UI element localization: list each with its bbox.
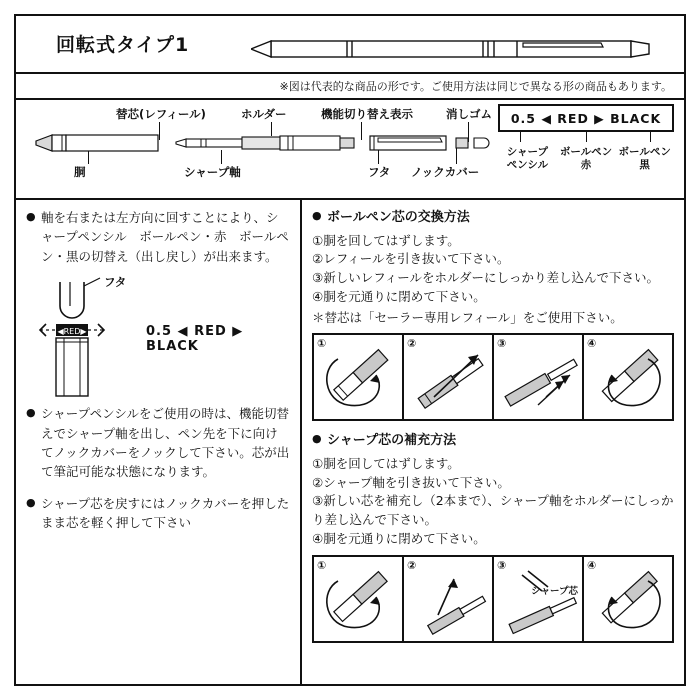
label-function-indicator: 機能切り替え表示	[321, 107, 413, 121]
pull-refill-icon	[404, 335, 494, 419]
section1-step-2: ②レフィールを引き抜いて下さい。	[312, 251, 510, 267]
label-knock-cover: ノックカバー	[411, 165, 480, 179]
section1-figure-strip	[312, 333, 674, 421]
pen-illustration-icon	[251, 38, 656, 60]
figure-legend-text: 0.5 ◀ RED ▶ BLACK	[146, 324, 244, 355]
section1-figure-2	[404, 335, 494, 419]
page-title: 回転式タイプ1	[56, 34, 190, 56]
section1-figure-1-number: ①	[317, 337, 327, 351]
section1-figure-3	[494, 335, 584, 419]
section2-figure-2-number: ②	[407, 558, 417, 572]
section2-step-1: ①胴を回してはずします。	[312, 455, 460, 471]
left-paragraph-retract-lead: ● シャープ芯を戻すにはノックカバーを押したまま芯を軽く押して下さい	[26, 494, 290, 533]
header	[16, 16, 684, 74]
pull-sharp-shaft-icon	[404, 557, 494, 641]
svg-text:◀RED▶: ◀RED▶	[57, 327, 87, 337]
legend-red-line2: 赤	[580, 159, 592, 172]
legend-black-line1: ボールペン	[618, 146, 671, 158]
legend-col-sharp	[498, 146, 557, 172]
legend-tick-sharp	[520, 130, 521, 142]
section1-figure-3-number: ③	[497, 337, 507, 351]
body	[16, 200, 684, 684]
section2-figure-1	[314, 557, 404, 641]
section2-figure-strip	[312, 555, 674, 643]
section2-figure-4-number: ④	[587, 558, 597, 572]
label-eraser: 消しゴム	[446, 107, 492, 121]
close-barrel-icon	[584, 335, 672, 419]
legend-box: 0.5 ◀ RED ▶ BLACK	[498, 104, 674, 132]
left-paragraph-sharp-usage: ● シャープペンシルをご使用の時は、機能切替えでシャープ軸を出し、ペン先を下に向けてノックカバーをノックして下さい。芯が出て筆記可能な状態になります。	[26, 404, 290, 482]
legend-tick-red	[586, 130, 587, 142]
close-barrel-2-icon	[584, 557, 672, 641]
rotation-figure	[26, 272, 290, 400]
section1-figure-1	[314, 335, 404, 419]
right-column	[302, 200, 684, 684]
legend-black-line2: 黒	[639, 159, 650, 172]
section1-figure-2-number: ②	[407, 337, 417, 351]
section2-figure-2	[404, 557, 494, 641]
disclaimer-text: ※図は代表的な商品の形です。ご使用方法は同じで異なる形の商品もあります。	[279, 80, 672, 93]
legend-tick-black	[650, 130, 651, 142]
legend-col-red	[557, 146, 616, 172]
disclaimer-row	[16, 74, 684, 100]
unscrew-barrel-icon	[314, 335, 404, 419]
section1-step-1: ①胴を回してはずします。	[312, 232, 460, 248]
unscrew-barrel-2-icon	[314, 557, 404, 641]
legend-red-line1: ボールペン	[559, 146, 613, 158]
left-paragraph-rotation: ● 軸を右または左方向に回すことにより、シャープペンシル ボールペン・赤 ボールペン・黒の切替え（出し戻し）が出来ます。	[26, 208, 290, 266]
section1-steps	[312, 232, 674, 307]
section2-heading: ● シャープ芯の補充方法	[312, 431, 674, 451]
section1-figure-4	[584, 335, 672, 419]
figure-cap-label: フタ	[104, 275, 127, 290]
section2-figure-3-caption: シャープ芯	[531, 585, 578, 597]
label-holder: ホルダー	[241, 107, 287, 121]
label-barrel: 胴	[74, 165, 86, 179]
legend-col-black	[615, 146, 674, 172]
section2-figure-3-number: ③	[497, 558, 507, 572]
section1-figure-4-number: ④	[587, 337, 597, 351]
label-refill: 替芯(レフィール)	[116, 107, 206, 121]
label-cap: フタ	[368, 165, 391, 179]
section2-figure-3	[494, 557, 584, 641]
exploded-pen-icon	[26, 130, 496, 156]
legend-sharp-line1: シャープ	[506, 146, 548, 158]
section2-steps	[312, 455, 674, 549]
instruction-sheet	[14, 14, 686, 686]
legend-sharp-line2: ペンシル	[506, 159, 549, 172]
refill-lead-icon	[494, 557, 584, 641]
section1-step-3: ③新しいレフィールをホルダーにしっかり差し込んで下さい。	[312, 270, 659, 285]
section2-figure-4	[584, 557, 672, 641]
section2-step-3: ③新しい芯を補充し（2本まで）、シャープ軸をホルダーにしっかり差し込んで下さい。	[312, 493, 674, 527]
section2-step-2: ②シャープ軸を引き抜いて下さい。	[312, 474, 510, 490]
section2-figure-1-number: ①	[317, 558, 327, 572]
left-column	[16, 200, 302, 684]
label-sharp-shaft: シャープ軸	[184, 165, 241, 179]
parts-diagram	[16, 100, 684, 200]
section1-note: ＊替芯は「セーラー専用レフィール」をご使用下さい。	[312, 309, 623, 325]
section1-heading: ● ボールペン芯の交換方法	[312, 208, 674, 228]
section2-step-4: ④胴を元通りに閉めて下さい。	[312, 530, 486, 546]
function-legend	[498, 104, 674, 172]
insert-refill-icon	[494, 335, 584, 419]
section1-step-4: ④胴を元通りに閉めて下さい。	[312, 288, 486, 304]
